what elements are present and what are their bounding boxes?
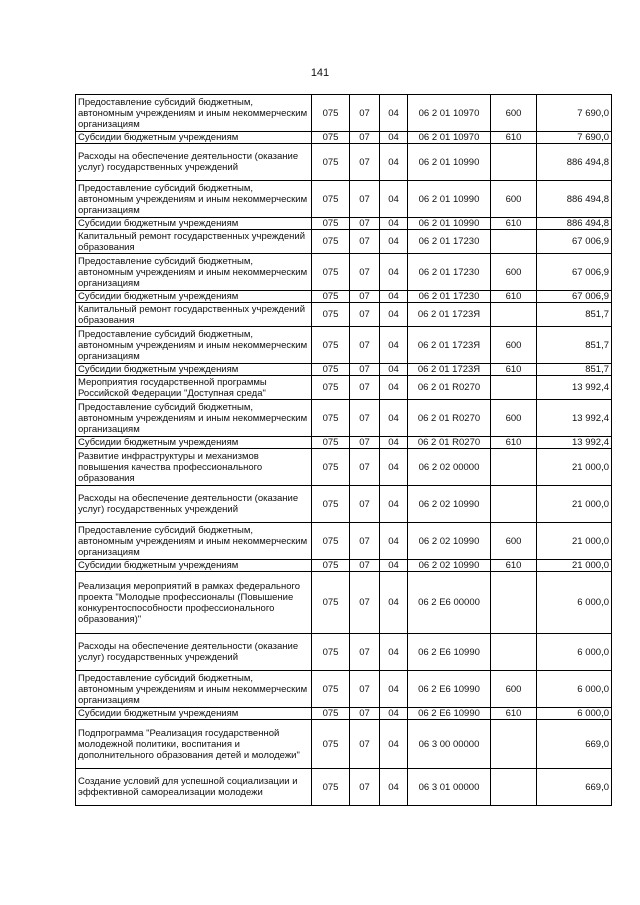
cell-pr: 04 bbox=[380, 437, 408, 449]
cell-name: Капитальный ремонт государственных учреждений образования bbox=[76, 303, 312, 327]
cell-pr: 04 bbox=[380, 708, 408, 720]
table-row bbox=[76, 254, 612, 291]
cell-name: Предоставление субсидий бюджетным, автономным учреждениям и иным некоммерческим организациям bbox=[76, 95, 312, 132]
cell-rz: 07 bbox=[350, 291, 380, 303]
cell-gr: 075 bbox=[312, 364, 350, 376]
cell-pr: 04 bbox=[380, 634, 408, 671]
cell-name: Капитальный ремонт государственных учреждений образования bbox=[76, 230, 312, 254]
cell-gr: 075 bbox=[312, 327, 350, 364]
table-row bbox=[76, 671, 612, 708]
cell-sum: 6 000,0 bbox=[537, 572, 612, 634]
cell-csr: 06 2 01 1723Я bbox=[408, 364, 491, 376]
table-row bbox=[76, 708, 612, 720]
cell-rz: 07 bbox=[350, 449, 380, 486]
cell-sum: 21 000,0 bbox=[537, 486, 612, 523]
cell-pr: 04 bbox=[380, 181, 408, 218]
table-row bbox=[76, 144, 612, 181]
cell-name: Предоставление субсидий бюджетным, автономным учреждениям и иным некоммерческим организациям bbox=[76, 181, 312, 218]
cell-rz: 07 bbox=[350, 671, 380, 708]
cell-sum: 851,7 bbox=[537, 364, 612, 376]
cell-name: Развитие инфраструктуры и механизмов повышения качества профессионального образования bbox=[76, 449, 312, 486]
cell-rz: 07 bbox=[350, 132, 380, 144]
cell-sum: 21 000,0 bbox=[537, 523, 612, 560]
cell-name: Предоставление субсидий бюджетным, автономным учреждениям и иным некоммерческим организациям bbox=[76, 254, 312, 291]
cell-gr: 075 bbox=[312, 634, 350, 671]
cell-rz: 07 bbox=[350, 230, 380, 254]
cell-rz: 07 bbox=[350, 634, 380, 671]
cell-sum: 67 006,9 bbox=[537, 291, 612, 303]
cell-vr: 600 bbox=[491, 523, 537, 560]
cell-rz: 07 bbox=[350, 364, 380, 376]
cell-name: Предоставление субсидий бюджетным, автономным учреждениям и иным некоммерческим организациям bbox=[76, 671, 312, 708]
cell-vr: 600 bbox=[491, 400, 537, 437]
cell-csr: 06 2 01 R0270 bbox=[408, 376, 491, 400]
cell-pr: 04 bbox=[380, 303, 408, 327]
cell-gr: 075 bbox=[312, 769, 350, 806]
table-row bbox=[76, 132, 612, 144]
cell-gr: 075 bbox=[312, 400, 350, 437]
cell-vr bbox=[491, 634, 537, 671]
cell-vr bbox=[491, 230, 537, 254]
cell-rz: 07 bbox=[350, 400, 380, 437]
cell-name: Субсидии бюджетным учреждениям bbox=[76, 132, 312, 144]
cell-sum: 13 992,4 bbox=[537, 400, 612, 437]
cell-sum: 13 992,4 bbox=[537, 376, 612, 400]
cell-sum: 669,0 bbox=[537, 720, 612, 769]
cell-vr bbox=[491, 769, 537, 806]
cell-pr: 04 bbox=[380, 218, 408, 230]
cell-vr: 600 bbox=[491, 181, 537, 218]
cell-vr bbox=[491, 144, 537, 181]
cell-pr: 04 bbox=[380, 327, 408, 364]
cell-pr: 04 bbox=[380, 291, 408, 303]
cell-gr: 075 bbox=[312, 720, 350, 769]
cell-sum: 67 006,9 bbox=[537, 254, 612, 291]
cell-sum: 21 000,0 bbox=[537, 560, 612, 572]
cell-gr: 075 bbox=[312, 132, 350, 144]
cell-name: Субсидии бюджетным учреждениям bbox=[76, 218, 312, 230]
table-row bbox=[76, 327, 612, 364]
cell-vr: 610 bbox=[491, 218, 537, 230]
cell-gr: 075 bbox=[312, 218, 350, 230]
cell-pr: 04 bbox=[380, 720, 408, 769]
cell-gr: 075 bbox=[312, 376, 350, 400]
cell-csr: 06 2 E6 00000 bbox=[408, 572, 491, 634]
cell-name: Расходы на обеспечение деятельности (оказание услуг) государственных учреждений bbox=[76, 486, 312, 523]
cell-rz: 07 bbox=[350, 218, 380, 230]
cell-rz: 07 bbox=[350, 720, 380, 769]
cell-sum: 6 000,0 bbox=[537, 708, 612, 720]
cell-sum: 6 000,0 bbox=[537, 671, 612, 708]
cell-gr: 075 bbox=[312, 486, 350, 523]
cell-gr: 075 bbox=[312, 671, 350, 708]
cell-sum: 21 000,0 bbox=[537, 449, 612, 486]
cell-gr: 075 bbox=[312, 291, 350, 303]
cell-rz: 07 bbox=[350, 95, 380, 132]
cell-pr: 04 bbox=[380, 523, 408, 560]
cell-sum: 886 494,8 bbox=[537, 181, 612, 218]
cell-name: Создание условий для успешной социализации и эффективной самореализации молодежи bbox=[76, 769, 312, 806]
cell-rz: 07 bbox=[350, 560, 380, 572]
cell-name: Предоставление субсидий бюджетным, автономным учреждениям и иным некоммерческим организациям bbox=[76, 327, 312, 364]
cell-rz: 07 bbox=[350, 572, 380, 634]
cell-sum: 669,0 bbox=[537, 769, 612, 806]
cell-vr bbox=[491, 720, 537, 769]
cell-vr bbox=[491, 376, 537, 400]
cell-gr: 075 bbox=[312, 181, 350, 218]
cell-csr: 06 2 01 1723Я bbox=[408, 303, 491, 327]
cell-vr: 610 bbox=[491, 364, 537, 376]
table-row bbox=[76, 634, 612, 671]
cell-pr: 04 bbox=[380, 230, 408, 254]
cell-gr: 075 bbox=[312, 708, 350, 720]
cell-pr: 04 bbox=[380, 95, 408, 132]
cell-sum: 886 494,8 bbox=[537, 218, 612, 230]
cell-csr: 06 2 01 R0270 bbox=[408, 400, 491, 437]
cell-gr: 075 bbox=[312, 254, 350, 291]
table-row bbox=[76, 523, 612, 560]
cell-sum: 67 006,9 bbox=[537, 230, 612, 254]
table-row bbox=[76, 376, 612, 400]
cell-csr: 06 2 01 17230 bbox=[408, 254, 491, 291]
cell-csr: 06 2 02 10990 bbox=[408, 523, 491, 560]
cell-vr bbox=[491, 303, 537, 327]
cell-rz: 07 bbox=[350, 769, 380, 806]
cell-name: Субсидии бюджетным учреждениям bbox=[76, 437, 312, 449]
cell-rz: 07 bbox=[350, 437, 380, 449]
cell-name: Мероприятия государственной программы Российской Федерации "Доступная среда" bbox=[76, 376, 312, 400]
table-row bbox=[76, 720, 612, 769]
table-row bbox=[76, 181, 612, 218]
cell-csr: 06 2 E6 10990 bbox=[408, 708, 491, 720]
cell-pr: 04 bbox=[380, 376, 408, 400]
cell-vr: 600 bbox=[491, 327, 537, 364]
cell-rz: 07 bbox=[350, 254, 380, 291]
cell-csr: 06 2 01 17230 bbox=[408, 291, 491, 303]
cell-csr: 06 3 00 00000 bbox=[408, 720, 491, 769]
cell-gr: 075 bbox=[312, 449, 350, 486]
cell-pr: 04 bbox=[380, 254, 408, 291]
cell-rz: 07 bbox=[350, 523, 380, 560]
table-row bbox=[76, 291, 612, 303]
cell-vr bbox=[491, 572, 537, 634]
cell-vr: 610 bbox=[491, 291, 537, 303]
cell-csr: 06 3 01 00000 bbox=[408, 769, 491, 806]
cell-csr: 06 2 01 1723Я bbox=[408, 327, 491, 364]
cell-sum: 7 690,0 bbox=[537, 132, 612, 144]
cell-csr: 06 2 02 10990 bbox=[408, 560, 491, 572]
cell-sum: 886 494,8 bbox=[537, 144, 612, 181]
cell-rz: 07 bbox=[350, 486, 380, 523]
cell-vr: 600 bbox=[491, 671, 537, 708]
table-row bbox=[76, 303, 612, 327]
cell-csr: 06 2 01 10990 bbox=[408, 218, 491, 230]
cell-csr: 06 2 01 10970 bbox=[408, 132, 491, 144]
page-number: 141 bbox=[310, 67, 330, 79]
cell-vr: 610 bbox=[491, 132, 537, 144]
budget-table-body bbox=[76, 95, 612, 806]
cell-vr: 600 bbox=[491, 254, 537, 291]
cell-sum: 851,7 bbox=[537, 327, 612, 364]
cell-rz: 07 bbox=[350, 181, 380, 218]
cell-pr: 04 bbox=[380, 560, 408, 572]
cell-name: Субсидии бюджетным учреждениям bbox=[76, 291, 312, 303]
cell-gr: 075 bbox=[312, 230, 350, 254]
cell-sum: 13 992,4 bbox=[537, 437, 612, 449]
table-row bbox=[76, 560, 612, 572]
table-row bbox=[76, 437, 612, 449]
cell-gr: 075 bbox=[312, 95, 350, 132]
cell-csr: 06 2 02 10990 bbox=[408, 486, 491, 523]
cell-sum: 7 690,0 bbox=[537, 95, 612, 132]
table-row bbox=[76, 364, 612, 376]
cell-csr: 06 2 01 10990 bbox=[408, 144, 491, 181]
cell-name: Расходы на обеспечение деятельности (оказание услуг) государственных учреждений bbox=[76, 634, 312, 671]
cell-pr: 04 bbox=[380, 671, 408, 708]
cell-vr bbox=[491, 486, 537, 523]
cell-pr: 04 bbox=[380, 400, 408, 437]
cell-name: Субсидии бюджетным учреждениям bbox=[76, 708, 312, 720]
table-row bbox=[76, 572, 612, 634]
cell-gr: 075 bbox=[312, 437, 350, 449]
cell-vr: 610 bbox=[491, 560, 537, 572]
cell-vr: 610 bbox=[491, 437, 537, 449]
cell-name: Предоставление субсидий бюджетным, автономным учреждениям и иным некоммерческим организациям bbox=[76, 400, 312, 437]
cell-pr: 04 bbox=[380, 486, 408, 523]
cell-csr: 06 2 02 00000 bbox=[408, 449, 491, 486]
cell-rz: 07 bbox=[350, 708, 380, 720]
cell-csr: 06 2 01 17230 bbox=[408, 230, 491, 254]
cell-csr: 06 2 01 10990 bbox=[408, 181, 491, 218]
cell-vr: 610 bbox=[491, 708, 537, 720]
cell-name: Расходы на обеспечение деятельности (оказание услуг) государственных учреждений bbox=[76, 144, 312, 181]
cell-pr: 04 bbox=[380, 144, 408, 181]
cell-csr: 06 2 E6 10990 bbox=[408, 671, 491, 708]
cell-csr: 06 2 E6 10990 bbox=[408, 634, 491, 671]
cell-rz: 07 bbox=[350, 327, 380, 364]
cell-gr: 075 bbox=[312, 572, 350, 634]
cell-rz: 07 bbox=[350, 144, 380, 181]
cell-gr: 075 bbox=[312, 303, 350, 327]
cell-rz: 07 bbox=[350, 376, 380, 400]
budget-table bbox=[75, 94, 612, 806]
cell-name: Предоставление субсидий бюджетным, автономным учреждениям и иным некоммерческим организациям bbox=[76, 523, 312, 560]
table-row bbox=[76, 400, 612, 437]
cell-pr: 04 bbox=[380, 769, 408, 806]
cell-pr: 04 bbox=[380, 364, 408, 376]
table-row bbox=[76, 449, 612, 486]
cell-vr: 600 bbox=[491, 95, 537, 132]
table-row bbox=[76, 218, 612, 230]
table-row bbox=[76, 95, 612, 132]
cell-csr: 06 2 01 R0270 bbox=[408, 437, 491, 449]
table-row bbox=[76, 486, 612, 523]
cell-pr: 04 bbox=[380, 449, 408, 486]
table-row bbox=[76, 230, 612, 254]
cell-name: Субсидии бюджетным учреждениям bbox=[76, 364, 312, 376]
cell-gr: 075 bbox=[312, 144, 350, 181]
cell-vr bbox=[491, 449, 537, 486]
cell-name: Реализация мероприятий в рамках федерального проекта "Молодые профессионалы (Повышение конкурентоспособности профессионального образования)" bbox=[76, 572, 312, 634]
cell-rz: 07 bbox=[350, 303, 380, 327]
cell-pr: 04 bbox=[380, 132, 408, 144]
cell-gr: 075 bbox=[312, 560, 350, 572]
cell-csr: 06 2 01 10970 bbox=[408, 95, 491, 132]
cell-gr: 075 bbox=[312, 523, 350, 560]
cell-name: Субсидии бюджетным учреждениям bbox=[76, 560, 312, 572]
cell-sum: 851,7 bbox=[537, 303, 612, 327]
cell-pr: 04 bbox=[380, 572, 408, 634]
table-row bbox=[76, 769, 612, 806]
cell-sum: 6 000,0 bbox=[537, 634, 612, 671]
cell-name: Подпрограмма "Реализация государственной молодежной политики, воспитания и дополнительного образования детей и молодежи" bbox=[76, 720, 312, 769]
